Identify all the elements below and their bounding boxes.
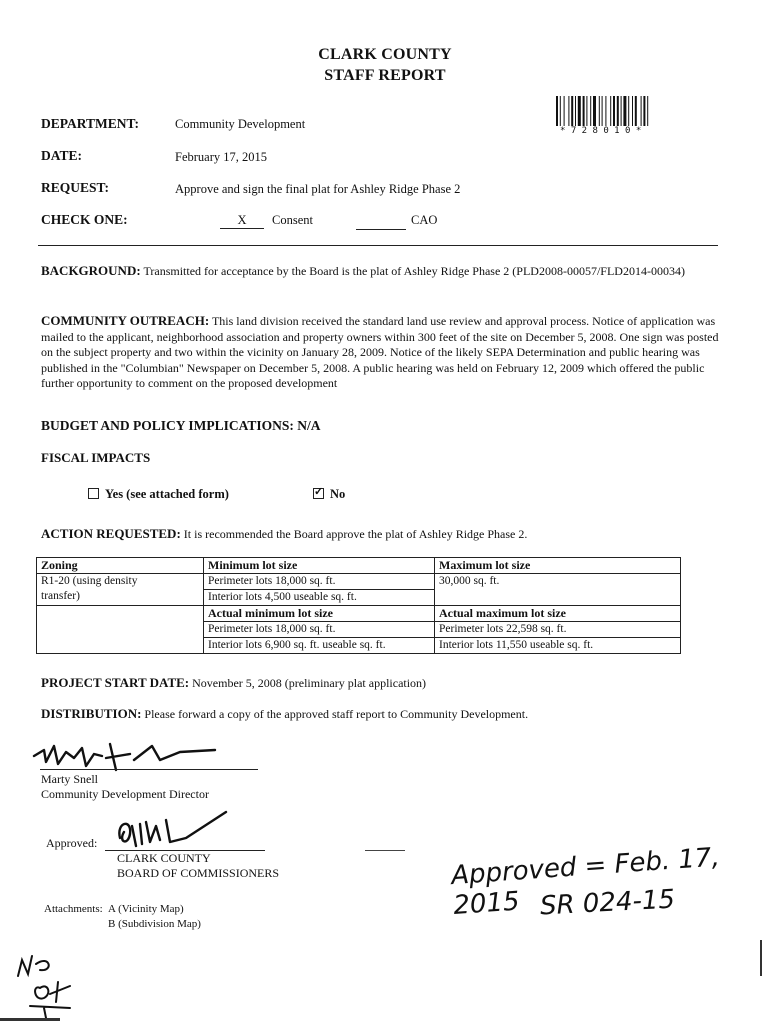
barcode [556, 96, 688, 126]
fiscal-impacts-label: FISCAL IMPACTS [41, 450, 151, 465]
director-signature-line [40, 769, 258, 770]
actual-min-perimeter: Perimeter lots 18,000 sq. ft. [204, 622, 435, 638]
cao-blank [356, 229, 406, 230]
approval-org-line2: BOARD OF COMMISSIONERS [117, 866, 280, 880]
action-label: ACTION REQUESTED: [41, 526, 181, 541]
approved-label: Approved: [46, 836, 98, 850]
fiscal-yes-checkbox[interactable] [88, 488, 99, 499]
initials-scribble [10, 946, 80, 1020]
background-section [41, 263, 721, 280]
request-label: REQUEST: [41, 180, 110, 195]
check-one-label: CHECK ONE: [41, 212, 128, 227]
zoning-table [36, 557, 681, 654]
zoning-cell [37, 574, 204, 606]
scan-edge-mark [760, 940, 762, 976]
barcode-bars [556, 96, 688, 126]
department-label: DEPARTMENT: [41, 116, 140, 131]
consent-mark: X [220, 212, 264, 229]
max-lot-header: Maximum lot size [435, 558, 681, 574]
zoning-value-2: transfer) [41, 590, 80, 602]
date-label: DATE: [41, 148, 83, 163]
director-title: Community Development Director [41, 787, 209, 801]
outreach-section [41, 313, 721, 392]
fiscal-no-label: No [330, 487, 346, 501]
barcode-number: * 7 2 8 0 1 0 * [560, 126, 642, 136]
action-section [41, 526, 721, 543]
attachment-b: B (Subdivision Map) [108, 918, 201, 930]
budget-label: BUDGET AND POLICY IMPLICATIONS: N/A [41, 418, 321, 433]
table-row [37, 606, 681, 622]
actual-max-header: Actual maximum lot size [435, 606, 681, 622]
actual-max-perimeter: Perimeter lots 22,598 sq. ft. [435, 622, 681, 638]
empty-cell [37, 606, 204, 654]
distribution-text: Please forward a copy of the approved staff report to Community Development. [144, 707, 529, 721]
director-name: Marty Snell [41, 772, 98, 786]
consent-label: Consent [272, 213, 313, 227]
header-divider [38, 245, 718, 246]
scan-edge-mark [0, 1018, 60, 1021]
zoning-value-1: R1-20 (using density [41, 575, 138, 587]
max-value: 30,000 sq. ft. [435, 574, 681, 606]
table-row [37, 558, 681, 574]
action-text: It is recommended the Board approve the plat of Ashley Ridge Phase 2. [183, 527, 528, 541]
min-perimeter: Perimeter lots 18,000 sq. ft. [204, 574, 435, 590]
distribution-label: DISTRIBUTION: [41, 706, 142, 721]
project-label: PROJECT START DATE: [41, 675, 190, 690]
report-title-line2: STAFF REPORT [324, 67, 446, 84]
background-text: Transmitted for acceptance by the Board is the plat of Ashley Ridge Phase 2 (PLD2008-00057/FLD2014-00034) [143, 264, 685, 278]
zoning-header: Zoning [37, 558, 204, 574]
distribution-section [41, 706, 721, 723]
attachments-label: Attachments: [44, 903, 103, 915]
fiscal-yes-label: Yes (see attached form) [105, 487, 229, 501]
department-value: Community Development [175, 117, 306, 131]
commissioner-signature [106, 808, 236, 852]
table-row [37, 574, 681, 590]
handwritten-approval-note: Approved = Feb. 17, 2015 [450, 842, 721, 922]
fiscal-yes-option[interactable] [88, 487, 229, 502]
approval-org-line1: CLARK COUNTY [117, 851, 211, 865]
background-label: BACKGROUND: [41, 263, 141, 278]
approval-date-line [365, 850, 405, 851]
date-value: February 17, 2015 [175, 150, 267, 164]
request-value: Approve and sign the final plat for Ashley Ridge Phase 2 [175, 182, 461, 196]
report-title-line1: CLARK COUNTY [318, 46, 452, 63]
cao-label: CAO [411, 213, 438, 227]
fiscal-no-checkbox[interactable] [313, 488, 324, 499]
min-interior: Interior lots 4,500 useable sq. ft. [204, 590, 435, 606]
actual-min-interior: Interior lots 6,900 sq. ft. useable sq. ft. [204, 638, 435, 654]
attachment-a: A (Vicinity Map) [108, 903, 184, 915]
fiscal-no-option[interactable] [313, 487, 345, 502]
project-section [41, 675, 721, 692]
outreach-text: This land division received the standard land use review and approval process. Notice of application was mailed to the applicant, neighborhood association and property owners within 300 feet of the site on December 5, 2008. One sign was posted on the subject property and two within the vicinity on January 28, 2009. Notice of the likely SEPA Determination and public hearing was published in the "Columbian" Newspaper on December 5, 2008. A public hearing was held on February 12, 2009 which offered the public further opportunity to comment on the proposed development [41, 314, 719, 390]
project-text: November 5, 2008 (preliminary plat application) [192, 676, 427, 690]
min-lot-header: Minimum lot size [204, 558, 435, 574]
outreach-label: COMMUNITY OUTREACH: [41, 313, 210, 328]
actual-min-header: Actual minimum lot size [204, 606, 435, 622]
handwritten-sr-number: SR 024-15 [539, 884, 676, 922]
actual-max-interior: Interior lots 11,550 useable sq. ft. [435, 638, 681, 654]
